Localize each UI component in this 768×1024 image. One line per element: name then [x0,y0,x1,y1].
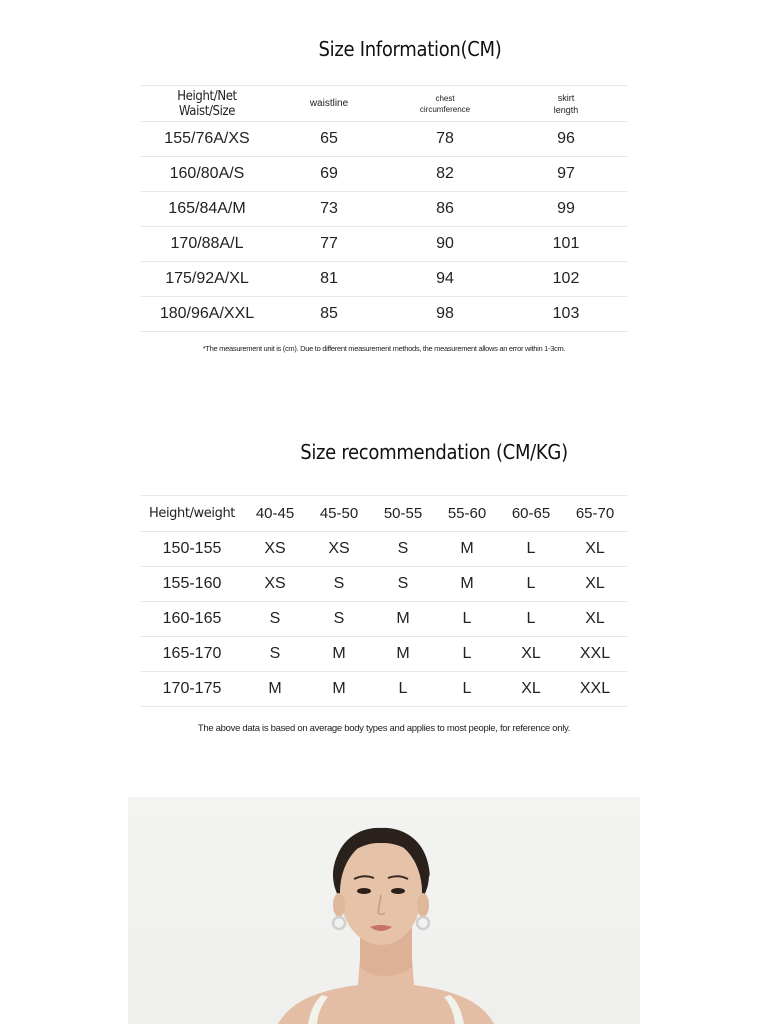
table-row [141,637,627,672]
table-row [141,567,627,602]
size-label-cell: 160/80A/S [141,157,273,192]
recommended-size-cell: M [435,567,499,602]
measurement-cell: 90 [385,227,505,262]
column-header: 60-65 [499,496,563,532]
height-range-cell: 155-160 [141,567,243,602]
table-header-row [141,86,627,122]
measurement-cell: 85 [273,297,385,332]
height-range-cell: 150-155 [141,532,243,567]
recommended-size-cell: S [371,532,435,567]
column-header: waistline [273,86,385,122]
measurement-cell: 65 [273,122,385,157]
height-range-cell: 165-170 [141,637,243,672]
table-row [141,672,627,707]
measurement-cell: 69 [273,157,385,192]
measurement-cell: 94 [385,262,505,297]
recommended-size-cell: XXL [563,672,627,707]
recommended-size-cell: M [307,637,371,672]
column-header: Height/Net Waist/Size [148,86,267,122]
measurement-cell: 78 [385,122,505,157]
recommended-size-cell: M [435,532,499,567]
recommended-size-cell: XL [499,637,563,672]
recommended-size-cell: S [243,602,307,637]
table-row [141,157,627,192]
recommended-size-cell: L [499,602,563,637]
table-row [141,602,627,637]
recommended-size-cell: L [499,567,563,602]
recommended-size-cell: S [307,567,371,602]
column-header: 55-60 [435,496,499,532]
column-header: Height/weight [141,496,243,532]
recommended-size-cell: S [243,637,307,672]
size-label-cell: 175/92A/XL [141,262,273,297]
recommended-size-cell: XS [243,532,307,567]
recommended-size-cell: L [499,532,563,567]
measurement-cell: 96 [505,122,627,157]
column-header: 45-50 [307,496,371,532]
measurement-cell: 73 [273,192,385,227]
measurement-cell: 103 [505,297,627,332]
reference-note: The above data is based on average body types and applies to most people, for reference only. [197,723,571,734]
size-label-cell: 180/96A/XXL [141,297,273,332]
recommended-size-cell: M [371,602,435,637]
measurement-cell: 86 [385,192,505,227]
recommended-size-cell: XS [307,532,371,567]
measurement-cell: 101 [505,227,627,262]
measurement-note: *The measurement unit is (cm). Due to different measurement methods, the measurement allows an error within 1-3cm. [202,344,566,353]
model-photo [128,797,640,1024]
size-label-cell: 165/84A/M [141,192,273,227]
model-illustration [128,797,640,1024]
recommended-size-cell: L [371,672,435,707]
size-label-cell: 155/76A/XS [141,122,273,157]
table-row [141,192,627,227]
table-row [141,532,627,567]
column-header: 40-45 [243,496,307,532]
measurement-cell: 77 [273,227,385,262]
recommended-size-cell: M [307,672,371,707]
height-range-cell: 160-165 [141,602,243,637]
measurement-cell: 82 [385,157,505,192]
recommended-size-cell: M [243,672,307,707]
column-header: 65-70 [563,496,627,532]
table-row [141,262,627,297]
recommended-size-cell: M [371,637,435,672]
column-header: 50-55 [371,496,435,532]
recommended-size-cell: S [371,567,435,602]
recommended-size-cell: XL [563,532,627,567]
measurement-cell: 81 [273,262,385,297]
table-row [141,297,627,332]
measurement-cell: 99 [505,192,627,227]
table-header-row [141,496,627,532]
size-recommendation-table [141,495,627,707]
recommended-size-cell: L [435,637,499,672]
measurement-cell: 102 [505,262,627,297]
measurement-cell: 97 [505,157,627,192]
size-information-table [141,85,627,332]
column-header: chest circumference [385,86,505,122]
recommended-size-cell: L [435,602,499,637]
recommended-size-cell: XXL [563,637,627,672]
recommended-size-cell: S [307,602,371,637]
size-information-title: Size Information(CM) [318,37,502,61]
table-row [141,227,627,262]
column-header: skirt length [505,86,627,122]
measurement-cell: 98 [385,297,505,332]
table-row [141,122,627,157]
recommended-size-cell: XS [243,567,307,602]
size-label-cell: 170/88A/L [141,227,273,262]
recommended-size-cell: XL [499,672,563,707]
recommended-size-cell: L [435,672,499,707]
recommended-size-cell: XL [563,602,627,637]
recommended-size-cell: XL [563,567,627,602]
size-recommendation-title: Size recommendation (CM/KG) [300,440,568,464]
height-range-cell: 170-175 [141,672,243,707]
